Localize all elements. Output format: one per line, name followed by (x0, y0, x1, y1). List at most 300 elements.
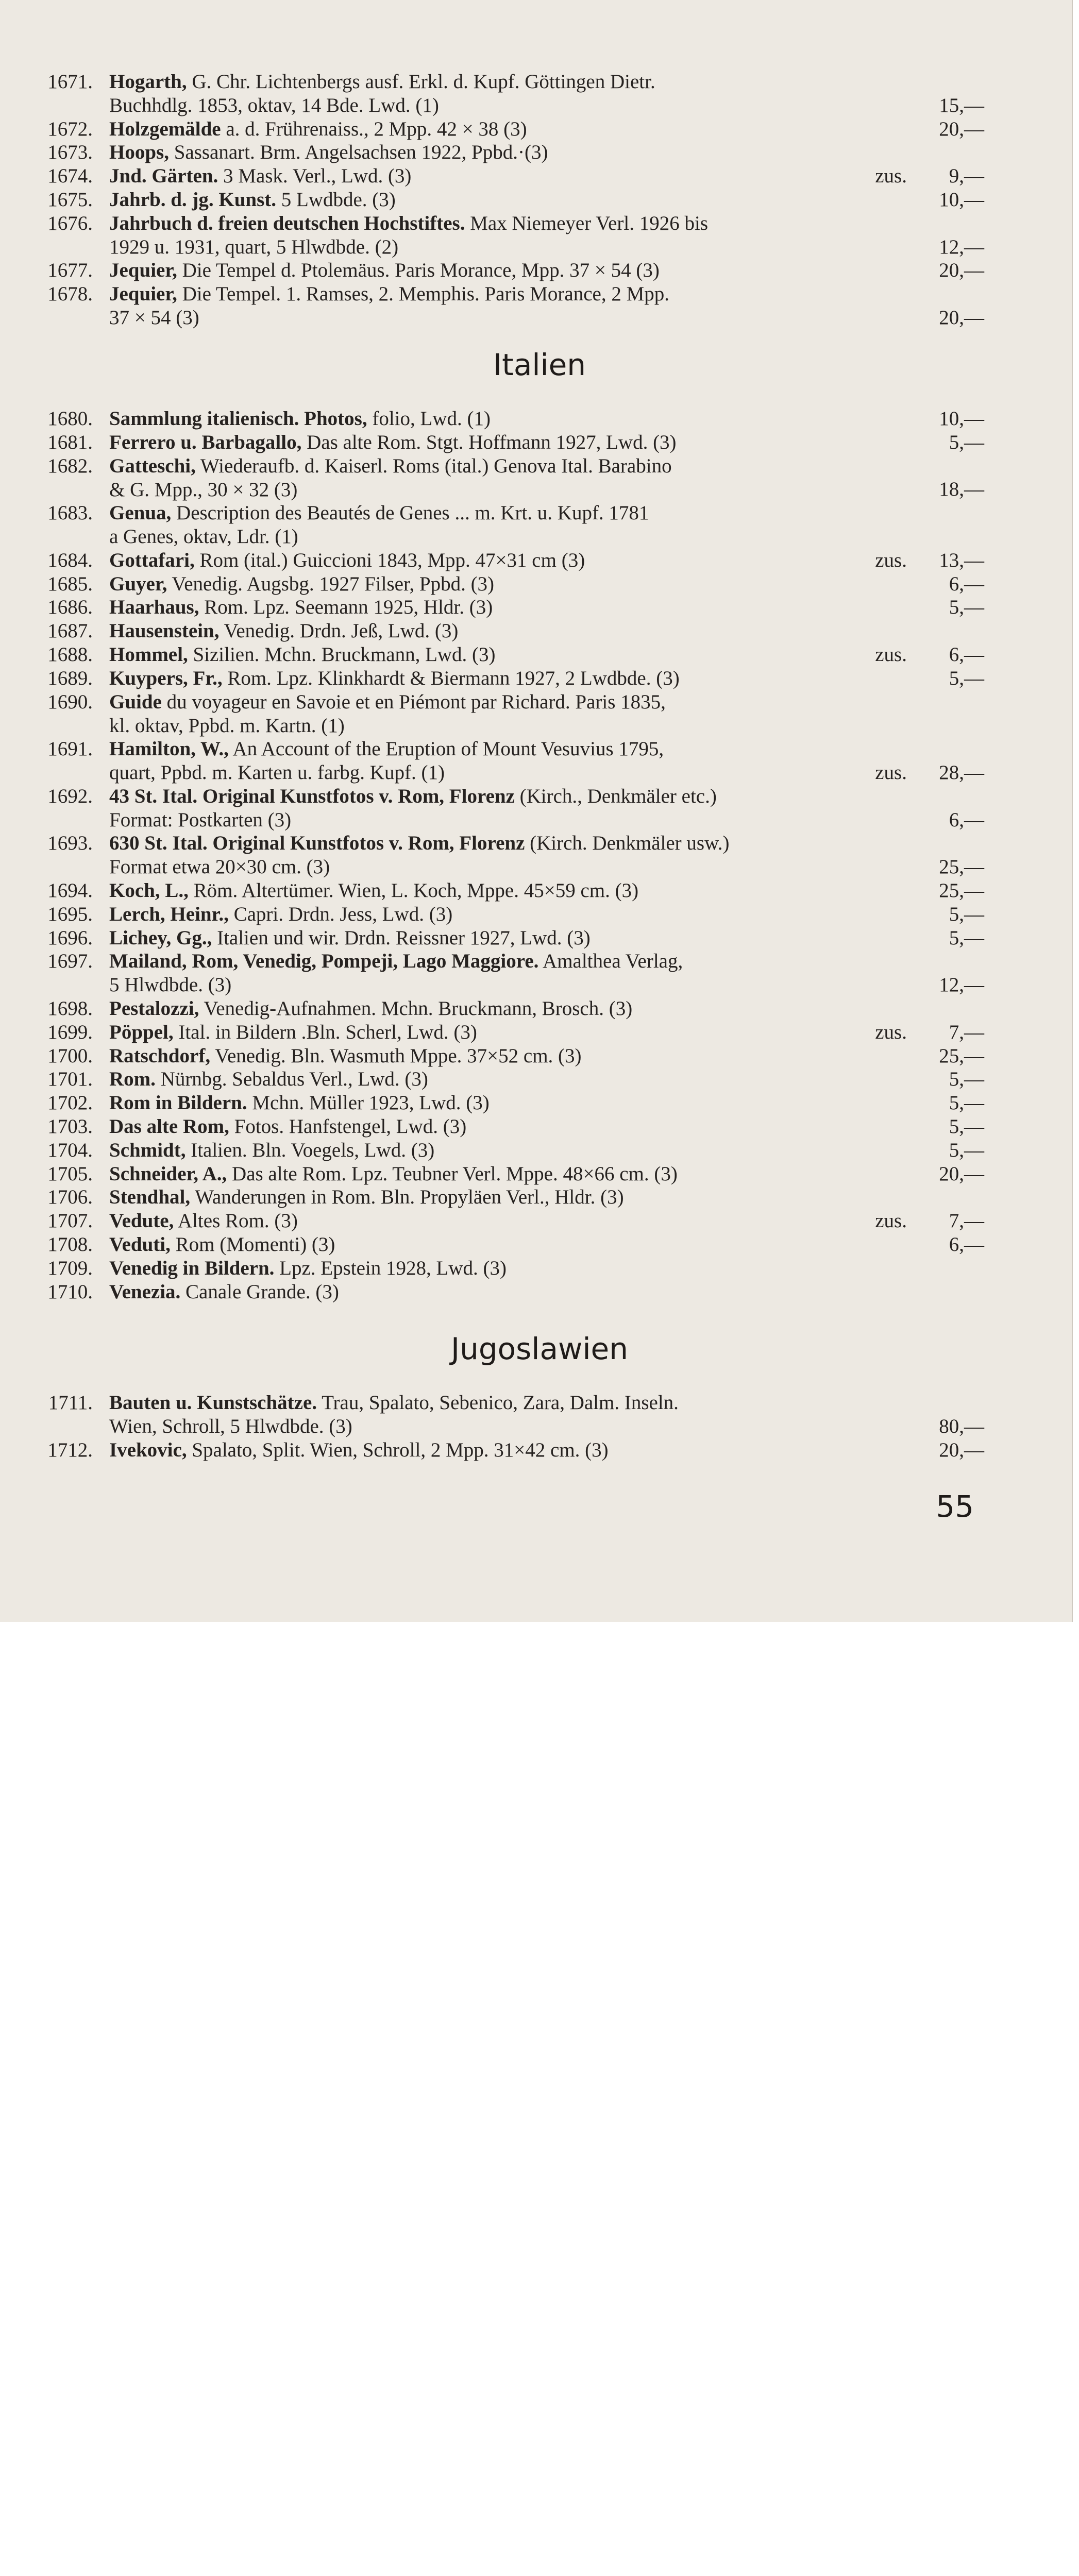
entry-description (109, 879, 907, 903)
entry-text: Wanderungen in Rom. Bln. Propyläen Verl., Hldr. (3) (190, 1186, 624, 1209)
entry-text: Venedig. Bln. Wasmuth Mppe. 37×52 cm. (3) (210, 1044, 582, 1067)
catalog-entry (31, 1185, 984, 1209)
entry-number: 1681. (47, 431, 93, 453)
entry-price: 80,— (939, 1415, 984, 1437)
catalog-entry (31, 785, 984, 832)
entry-text: Rom. Lpz. Klinkhardt & Biermann 1927, 2 Lwdbde. (3) (222, 667, 680, 689)
entry-line (109, 141, 907, 164)
entry-line (109, 70, 907, 94)
entry-description (109, 1391, 907, 1438)
entry-text: quart, Ppbd. m. Karten u. farbg. Kupf. (1) (109, 761, 445, 784)
entry-description (109, 690, 907, 738)
entry-description (109, 1115, 907, 1139)
entry-text: Sassanart. Brm. Angelsachsen 1922, Ppbd.·(3) (168, 141, 548, 164)
entry-text: 3 Mask. Verl., Lwd. (3) (218, 165, 412, 188)
entry-text: & G. Mpp., 30 × 32 (3) (109, 478, 298, 501)
catalog-entry (31, 431, 984, 454)
entry-price: 18,— (939, 478, 984, 501)
entry-line (109, 1391, 907, 1415)
entry-text: folio, Lwd. (1) (367, 408, 491, 430)
entry-line (109, 737, 907, 761)
entry-text: Max Niemeyer Verl. 1926 bis (465, 212, 708, 234)
entry-number: 1695. (47, 903, 93, 925)
entry-line (109, 1044, 907, 1068)
catalog-entry (31, 1044, 984, 1068)
entry-price: 10,— (939, 189, 984, 211)
catalog-entry (31, 596, 984, 619)
entry-line (109, 832, 907, 855)
entry-author: Sammlung italienisch. Photos, (109, 408, 367, 430)
entry-text: 37 × 54 (3) (109, 307, 199, 329)
entry-text: Die Tempel d. Ptolemäus. Paris Morance, Mpp. 37 × 54 (3) (177, 259, 660, 282)
entry-number: 1711. (48, 1392, 93, 1414)
entry-author: Rom. (109, 1068, 156, 1091)
entry-text: Trau, Spalato, Sebenico, Zara, Dalm. Inseln. (317, 1392, 679, 1414)
entry-text: 5 Lwdbde. (3) (276, 189, 396, 211)
entry-text: Venedig. Drdn. Jeß, Lwd. (3) (219, 620, 459, 642)
catalog-entry (31, 212, 984, 259)
entry-number: 1702. (47, 1092, 93, 1114)
entry-line (109, 1438, 907, 1462)
entry-text: Italien. Bln. Voegels, Lwd. (3) (186, 1139, 435, 1161)
entry-text: Fotos. Hanfstengel, Lwd. (3) (229, 1115, 467, 1138)
entry-line (109, 501, 907, 525)
entry-line (109, 259, 907, 282)
entry-author: Haarhaus, (109, 596, 199, 619)
entry-text: Sizilien. Mchn. Bruckmann, Lwd. (3) (188, 643, 496, 666)
entry-number: 1704. (47, 1139, 93, 1161)
entry-line (109, 714, 907, 738)
catalog-entry (31, 1021, 984, 1044)
entry-price: 5,— (949, 596, 984, 619)
entry-price: 5,— (949, 1115, 984, 1138)
entry-price: 6,— (949, 643, 984, 666)
entry-description (109, 188, 907, 212)
entry-author: Gatteschi, (109, 454, 196, 477)
entry-author: 630 St. Ital. Original Kunstfotos v. Rom, Florenz (109, 832, 525, 855)
entry-author: Hogarth, (109, 71, 187, 93)
entry-description (109, 1044, 907, 1068)
catalog-entry (31, 1209, 984, 1233)
entry-line (109, 235, 907, 259)
entry-author: Das alte Rom, (109, 1115, 229, 1138)
catalog-entry (31, 70, 984, 117)
entry-number: 1678. (47, 283, 93, 306)
entry-author: Koch, L., (109, 879, 189, 902)
entry-author: Lerch, Heinr., (109, 903, 229, 925)
entry-line (109, 549, 907, 572)
entry-text: Röm. Altertümer. Wien, L. Koch, Mppe. 45×59 cm. (3) (188, 879, 639, 902)
catalog-entry (31, 1257, 984, 1280)
entry-text: (Kirch. Denkmäler usw.) (525, 832, 730, 855)
catalog-entry (31, 141, 984, 164)
entry-text: Spalato, Split. Wien, Schroll, 2 Mpp. 31×42 cm. (3) (187, 1438, 609, 1461)
entry-description (109, 1209, 907, 1233)
entry-description (109, 117, 907, 141)
entry-zus: zus. (875, 1210, 907, 1232)
entry-number: 1708. (47, 1233, 93, 1256)
entry-description (109, 259, 907, 282)
entry-text: Rom (ital.) Guiccioni 1843, Mpp. 47×31 cm (3) (194, 549, 585, 571)
entry-description (109, 1021, 907, 1044)
entry-line (109, 619, 907, 643)
catalog-entry (31, 832, 984, 879)
entry-author: Hausenstein, (109, 620, 220, 642)
entry-number: 1683. (47, 502, 93, 524)
catalog-entry (31, 117, 984, 141)
catalog-entry (31, 997, 984, 1021)
entry-price: 25,— (939, 1044, 984, 1067)
entry-price: 5,— (949, 667, 984, 689)
footer-bar (0, 1622, 1079, 1700)
entry-text: Buchhdlg. 1853, oktav, 14 Bde. Lwd. (1) (109, 94, 439, 116)
entry-price: 7,— (949, 1021, 984, 1043)
entry-text: Nürnbg. Sebaldus Verl., Lwd. (3) (155, 1068, 428, 1091)
entry-zus: zus. (875, 761, 907, 784)
entry-description (109, 619, 907, 643)
entry-line (109, 431, 907, 454)
catalog-entry (31, 164, 984, 188)
entry-author: Lichey, Gg., (109, 926, 212, 949)
entry-author: Bauten u. Kunstschätze. (109, 1392, 317, 1414)
entry-line (109, 808, 907, 832)
entry-text: Lpz. Epstein 1928, Lwd. (3) (274, 1257, 507, 1279)
catalog-entry (31, 1233, 984, 1257)
catalog-entry (31, 1091, 984, 1115)
entry-author: Veduti, (109, 1233, 171, 1256)
entry-text: G. Chr. Lichtenbergs ausf. Erkl. d. Kupf. Göttingen Dietr. (187, 71, 655, 93)
entry-line (109, 1139, 907, 1162)
entry-line (109, 478, 907, 502)
catalog-entry (31, 1162, 984, 1186)
entry-number: 1701. (47, 1068, 93, 1091)
entry-line (109, 667, 907, 690)
entry-price: 5,— (949, 431, 984, 453)
entry-description (109, 1091, 907, 1115)
section-heading: Jugoslawien (450, 1331, 629, 1366)
entry-author: Hamilton, W., (109, 738, 229, 760)
entry-line (109, 903, 907, 926)
entry-author: Venedig in Bildern. (109, 1257, 275, 1279)
catalog-entry (31, 501, 984, 549)
entry-zus: zus. (875, 1021, 907, 1043)
entry-number: 1694. (47, 879, 93, 902)
entry-description (109, 1280, 907, 1304)
entry-description (109, 785, 907, 832)
entry-text: (Kirch., Denkmäler etc.) (514, 785, 717, 807)
entry-price: 9,— (949, 165, 984, 188)
catalog-entry (31, 259, 984, 282)
entry-author: 43 St. Ital. Original Kunstfotos v. Rom, Florenz (109, 785, 515, 807)
entry-number: 1680. (47, 408, 93, 430)
entry-line (109, 572, 907, 596)
entry-number: 1675. (47, 189, 93, 211)
entry-author: Rom in Bildern. (109, 1092, 247, 1114)
entry-text: kl. oktav, Ppbd. m. Kartn. (1) (109, 714, 345, 737)
catalog-entry (31, 454, 984, 502)
entry-line (109, 926, 907, 950)
entry-text: Wien, Schroll, 5 Hlwdbde. (3) (109, 1415, 352, 1437)
entry-description (109, 643, 907, 667)
entry-description (109, 1139, 907, 1162)
entry-number: 1696. (47, 926, 93, 949)
entry-price: 20,— (939, 117, 984, 140)
entry-line (109, 1415, 907, 1438)
entry-author: Schmidt, (109, 1139, 186, 1161)
entry-author: Venezia. (109, 1280, 181, 1303)
entry-text: Altes Rom. (3) (174, 1210, 298, 1232)
entry-price: 28,— (939, 761, 984, 784)
entry-text: Italien und wir. Drdn. Reissner 1927, Lwd. (3) (212, 926, 591, 949)
entry-line (109, 1021, 907, 1044)
entry-author: Ratschdorf, (109, 1044, 211, 1067)
entry-author: Guyer, (109, 572, 167, 595)
entry-number: 1698. (47, 997, 93, 1020)
entry-price: 5,— (949, 1068, 984, 1091)
entry-author: Mailand, Rom, Venedig, Pompeji, Lago Maggiore. (109, 950, 539, 973)
catalog-entry (31, 879, 984, 903)
entry-line (109, 94, 907, 117)
entry-line (109, 596, 907, 619)
entry-description (109, 926, 907, 950)
entry-price: 20,— (939, 306, 984, 329)
entry-description (109, 431, 907, 454)
entry-description (109, 1067, 907, 1091)
entry-text: a Genes, oktav, Ldr. (1) (109, 526, 298, 548)
catalog-entry (31, 572, 984, 596)
entry-number: 1707. (47, 1210, 93, 1232)
entry-line (109, 997, 907, 1021)
entry-price: 20,— (939, 1438, 984, 1461)
entry-author: Vedute, (109, 1210, 174, 1232)
entry-price: 20,— (939, 1162, 984, 1185)
catalog-entry (31, 903, 984, 926)
entry-price: 5,— (949, 1092, 984, 1114)
entry-price: 12,— (939, 235, 984, 258)
entry-number: 1691. (47, 738, 93, 760)
entry-text: Rom (Momenti) (3) (170, 1233, 335, 1256)
entry-line (109, 761, 907, 785)
entry-line (109, 879, 907, 903)
entry-line (109, 212, 907, 235)
entry-price: 13,— (939, 549, 984, 571)
entry-zus: zus. (875, 165, 907, 188)
entry-number: 1676. (47, 212, 93, 234)
entry-description (109, 1233, 907, 1257)
entry-author: Ferrero u. Barbagallo, (109, 431, 302, 453)
entry-description (109, 950, 907, 997)
entry-number: 1705. (47, 1162, 93, 1185)
entry-price: 25,— (939, 856, 984, 878)
entry-author: Pestalozzi, (109, 997, 199, 1020)
entry-number: 1677. (47, 259, 93, 282)
entry-line (109, 1067, 907, 1091)
catalog-entry (31, 667, 984, 690)
entry-number: 1671. (47, 71, 93, 93)
entry-description (109, 737, 907, 785)
entry-line (109, 973, 907, 997)
catalog-entry (31, 1280, 984, 1304)
entry-line (109, 525, 907, 549)
entry-description (109, 164, 907, 188)
entry-description (109, 407, 907, 431)
entry-price: 25,— (939, 879, 984, 902)
entry-line (109, 1091, 907, 1115)
entry-zus: zus. (875, 549, 907, 571)
entry-author: Schneider, A., (109, 1162, 227, 1185)
catalog-entry (31, 950, 984, 997)
entry-number: 1684. (47, 549, 93, 571)
entry-number: 1693. (47, 832, 93, 855)
entry-price: 20,— (939, 259, 984, 282)
entry-line (109, 785, 907, 808)
entry-text: a. d. Frührenaiss., 2 Mpp. 42 × 38 (3) (221, 117, 527, 140)
entry-text: Wiederaufb. d. Kaiserl. Roms (ital.) Genova Ital. Barabino (195, 454, 672, 477)
catalog-entry (31, 407, 984, 431)
entry-description (109, 572, 907, 596)
entry-text: Description des Beautés de Genes ... m. Krt. u. Kupf. 1781 (171, 502, 649, 524)
entry-description (109, 832, 907, 879)
entry-text: Das alte Rom. Stgt. Hoffmann 1927, Lwd. (3) (301, 431, 677, 453)
entry-price: 5,— (949, 926, 984, 949)
entry-number: 1673. (47, 141, 93, 164)
entry-price: 6,— (949, 572, 984, 595)
entry-price: 5,— (949, 1139, 984, 1161)
entry-description (109, 212, 907, 259)
catalog-entry (31, 282, 984, 330)
entry-description (109, 454, 907, 502)
entry-number: 1706. (47, 1186, 93, 1209)
entry-description (109, 1257, 907, 1280)
entry-number: 1703. (47, 1115, 93, 1138)
entry-author: Stendhal, (109, 1186, 191, 1209)
entry-price: 10,— (939, 408, 984, 430)
entry-author: Guide (109, 690, 162, 713)
entry-line (109, 1280, 907, 1304)
entry-text: Die Tempel. 1. Ramses, 2. Memphis. Paris Morance, 2 Mpp. (177, 283, 670, 306)
entry-line (109, 117, 907, 141)
entry-number: 1712. (47, 1438, 93, 1461)
entry-description (109, 596, 907, 619)
entry-line (109, 306, 907, 330)
entry-text: Canale Grande. (3) (180, 1280, 339, 1303)
entry-author: Pöppel, (109, 1021, 174, 1043)
entry-line (109, 1233, 907, 1257)
entry-description (109, 1438, 907, 1462)
catalog-entry (31, 737, 984, 785)
entry-line (109, 950, 907, 973)
entry-price: 6,— (949, 1233, 984, 1256)
entry-author: Holzgemälde (109, 117, 221, 140)
catalog-entry (31, 1391, 984, 1438)
catalog-entry (31, 1067, 984, 1091)
entry-price: 7,— (949, 1210, 984, 1232)
entry-price: 6,— (949, 808, 984, 831)
catalog-entry (31, 1438, 984, 1462)
catalog-entry (31, 188, 984, 212)
page-number: 55 (936, 1489, 974, 1524)
entry-price: 5,— (949, 903, 984, 925)
entry-text: 1929 u. 1931, quart, 5 Hlwdbde. (2) (109, 235, 399, 258)
entry-description (109, 549, 907, 572)
entry-number: 1672. (47, 117, 93, 140)
entry-text: Ital. in Bildern .Bln. Scherl, Lwd. (3) (173, 1021, 477, 1043)
entry-description (109, 903, 907, 926)
entry-price: 12,— (939, 974, 984, 996)
entry-line (109, 454, 907, 478)
entry-number: 1709. (47, 1257, 93, 1279)
entry-number: 1692. (47, 785, 93, 807)
entry-text: Das alte Rom. Lpz. Teubner Verl. Mppe. 48×66 cm. (3) (227, 1162, 678, 1185)
entry-line (109, 855, 907, 879)
entry-line (109, 1162, 907, 1186)
catalog-entry (31, 1115, 984, 1139)
entry-author: Gottafari, (109, 549, 195, 571)
entry-text: Format: Postkarten (3) (109, 808, 292, 831)
entry-number: 1682. (47, 454, 93, 477)
entry-author: Jequier, (109, 259, 177, 282)
entry-author: Hommel, (109, 643, 188, 666)
entry-author: Jahrbuch d. freien deutschen Hochstiftes. (109, 212, 465, 234)
entry-line (109, 1185, 907, 1209)
entry-number: 1688. (47, 643, 93, 666)
entry-description (109, 282, 907, 330)
entry-number: 1689. (47, 667, 93, 689)
entry-author: Jequier, (109, 283, 177, 306)
entry-text: Mchn. Müller 1923, Lwd. (3) (247, 1092, 490, 1114)
entry-text: Amalthea Verlag, (538, 950, 683, 973)
section-heading: Italien (493, 347, 586, 382)
entry-description (109, 667, 907, 690)
entry-text: du voyageur en Savoie et en Piémont par Richard. Paris 1835, (161, 690, 666, 713)
entry-number: 1690. (47, 690, 93, 713)
entry-price: 15,— (939, 94, 984, 116)
catalog-entry (31, 690, 984, 738)
entry-number: 1697. (47, 950, 93, 973)
entry-description (109, 141, 907, 164)
entry-line (109, 407, 907, 431)
entry-description (109, 501, 907, 549)
catalog-entry (31, 619, 984, 643)
entry-line (109, 643, 907, 667)
entry-description (109, 997, 907, 1021)
entry-line (109, 282, 907, 306)
entry-description (109, 1185, 907, 1209)
entry-text: Rom. Lpz. Seemann 1925, Hldr. (3) (199, 596, 493, 619)
entry-number: 1699. (47, 1021, 93, 1043)
entry-text: An Account of the Eruption of Mount Vesuvius 1795, (228, 738, 664, 760)
entry-author: Jahrb. d. jg. Kunst. (109, 189, 276, 211)
entry-line (109, 1209, 907, 1233)
catalog-entry (31, 643, 984, 667)
entry-text: 5 Hlwdbde. (3) (109, 974, 232, 996)
entry-line (109, 690, 907, 714)
entry-number: 1687. (47, 620, 93, 642)
entry-author: Genua, (109, 502, 172, 524)
entry-author: Hoops, (109, 141, 169, 164)
entry-number: 1685. (47, 572, 93, 595)
entry-author: Jnd. Gärten. (109, 165, 218, 188)
entry-author: Kuypers, Fr., (109, 667, 223, 689)
entry-line (109, 164, 907, 188)
entry-text: Venedig. Augsbg. 1927 Filser, Ppbd. (3) (167, 572, 495, 595)
entry-text: Venedig-Aufnahmen. Mchn. Bruckmann, Brosch. (3) (199, 997, 633, 1020)
entry-author: Ivekovic, (109, 1438, 187, 1461)
entry-text: Format etwa 20×30 cm. (3) (109, 856, 330, 878)
entry-number: 1700. (47, 1044, 93, 1067)
catalog-entry (31, 926, 984, 950)
entry-number: 1686. (47, 596, 93, 619)
